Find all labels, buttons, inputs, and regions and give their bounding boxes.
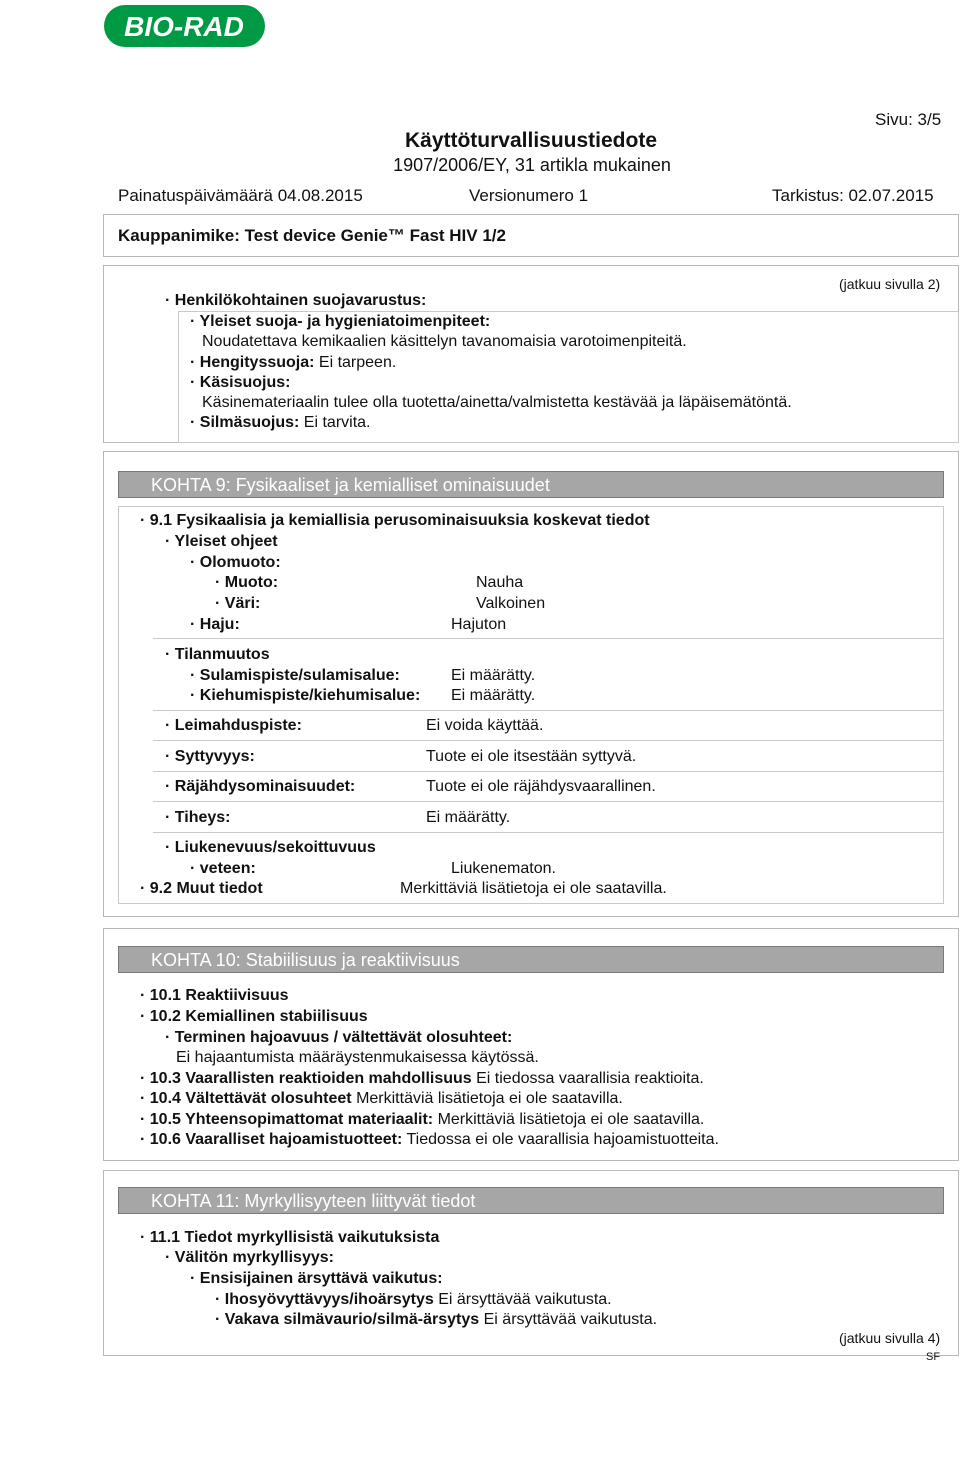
odour-value: Hajuton xyxy=(451,616,507,633)
thermal-text: Ei hajaantumista määräystenmukaisessa käytössä. xyxy=(176,1049,539,1066)
row-divider xyxy=(153,710,944,711)
continued-to-note: (jatkuu sivulla 4) xyxy=(839,1330,941,1346)
reactivity-label: · 10.1 Reaktiivisuus xyxy=(140,987,289,1004)
stability-label: · 10.2 Kemiallinen stabiilisuus xyxy=(140,1008,368,1025)
conditions-avoid-label: · 10.4 Vältettävät olosuhteet xyxy=(140,1090,352,1107)
hand-protection-label: · Käsisuojus: xyxy=(190,374,291,391)
continued-from-note: (jatkuu sivulla 2) xyxy=(839,276,941,292)
water-label: · veteen: xyxy=(190,860,256,877)
ppe-heading: · Henkilökohtainen suojavarustus: xyxy=(165,292,427,309)
appearance-label: · Olomuoto: xyxy=(190,554,281,571)
eye-protection-label: · Silmäsuojus: xyxy=(190,414,300,431)
s92-value: Merkittäviä lisätietoja ei ole saatavilla. xyxy=(400,880,667,897)
language-code: SF xyxy=(926,1351,941,1363)
decomposition-label: · 10.6 Vaaralliset hajoamistuotteet: xyxy=(140,1131,403,1148)
version-number: Versionumero 1 xyxy=(469,186,589,205)
colour-label: · Väri: xyxy=(215,595,261,612)
explosive-label: · Räjähdysominaisuudet: xyxy=(165,778,356,795)
row-divider xyxy=(153,771,944,772)
decomposition-row xyxy=(140,1131,719,1149)
state-change-label: · Tilanmuutos xyxy=(165,646,270,663)
conditions-avoid-value: Merkittäviä lisätietoja ei ole saatavilla. xyxy=(351,1090,623,1107)
melting-point-value: Ei määrätty. xyxy=(451,667,536,684)
eye-damage-label: · Vakava silmävaurio/silmä-ärsytys xyxy=(215,1311,480,1328)
eye-damage-value: Ei ärsyttävää vaikutusta. xyxy=(479,1311,658,1328)
breathing-row xyxy=(190,354,396,372)
eye-damage-row xyxy=(215,1311,657,1329)
row-divider xyxy=(153,832,944,833)
skin-row xyxy=(215,1291,612,1309)
product-name: Kauppanimike: Test device Genie™ Fast HIV 1/2 xyxy=(118,226,506,245)
flash-point-label: · Leimahduspiste: xyxy=(165,717,302,734)
document-title: Käyttöturvallisuustiedote xyxy=(404,129,658,152)
odour-label: · Haju: xyxy=(190,616,240,633)
incompatible-row xyxy=(140,1111,704,1129)
decomposition-value: Tiedossa ei ole vaarallisia hajoamistuotteita. xyxy=(402,1131,719,1148)
colour-value: Valkoinen xyxy=(476,595,546,612)
flammability-label: · Syttyvyys: xyxy=(165,748,255,765)
water-value: Liukenematon. xyxy=(451,860,556,877)
hazardous-reactions-value: Ei tiedossa vaarallisia reaktioita. xyxy=(471,1070,704,1087)
section-10-title: KOHTA 10: Stabiilisuus ja reaktiivisuus xyxy=(118,946,944,973)
breathing-value: Ei tarpeen. xyxy=(314,354,397,371)
toxicity-heading: · 11.1 Tiedot myrkyllisistä vaikutuksista xyxy=(140,1229,440,1246)
eye-protection-value: Ei tarvita. xyxy=(299,414,371,431)
bio-rad-logo xyxy=(103,4,266,48)
section-9-title: KOHTA 9: Fysikaaliset ja kemialliset ominaisuudet xyxy=(118,471,944,498)
solubility-label: · Liukenevuus/sekoittuvuus xyxy=(165,839,376,856)
row-divider xyxy=(153,740,944,741)
skin-label: · Ihosyövyttävyys/ihoärsytys xyxy=(215,1291,434,1308)
general-measures-text: Noudatettava kemikaalien käsittelyn tavanomaisia varotoimenpiteitä. xyxy=(202,333,687,350)
hazardous-reactions-row xyxy=(140,1070,704,1088)
revision-date: Tarkistus: 02.07.2015 xyxy=(772,186,934,205)
boiling-point-value: Ei määrätty. xyxy=(451,687,536,704)
general-measures-label: · Yleiset suoja- ja hygieniatoimenpiteet: xyxy=(190,313,491,330)
document-subtitle: 1907/2006/EY, 31 artikla mukainen xyxy=(393,155,671,175)
conditions-avoid-row xyxy=(140,1090,623,1108)
eye-row xyxy=(190,414,371,432)
print-date: Painatuspäivämäärä 04.08.2015 xyxy=(118,186,363,205)
form-value: Nauha xyxy=(476,574,524,591)
s91-heading: · 9.1 Fysikaalisia ja kemiallisia perusominaisuuksia koskevat tiedot xyxy=(140,512,650,529)
skin-value: Ei ärsyttävää vaikutusta. xyxy=(433,1291,612,1308)
acute-toxicity-label: · Välitön myrkyllisyys: xyxy=(165,1249,334,1266)
thermal-label: · Terminen hajoavuus / vältettävät olosuhteet: xyxy=(165,1029,513,1046)
form-label: · Muoto: xyxy=(215,574,279,591)
primary-irritant-label: · Ensisijainen ärsyttävä vaikutus: xyxy=(190,1270,443,1287)
flammability-value: Tuote ei ole itsestään syttyvä. xyxy=(426,748,637,765)
row-divider xyxy=(153,638,944,639)
general-info-label: · Yleiset ohjeet xyxy=(165,533,278,550)
boiling-point-label: · Kiehumispiste/kiehumisalue: xyxy=(190,687,421,704)
breathing-label: · Hengityssuoja: xyxy=(190,354,315,371)
incompatible-value: Merkittäviä lisätietoja ei ole saatavilla. xyxy=(433,1111,705,1128)
incompatible-label: · 10.5 Yhteensopimattomat materiaalit: xyxy=(140,1111,434,1128)
explosive-value: Tuote ei ole räjähdysvaarallinen. xyxy=(426,778,656,795)
density-value: Ei määrätty. xyxy=(426,809,511,826)
row-divider xyxy=(153,801,944,802)
logo-text: BIO-RAD xyxy=(124,11,244,42)
hazardous-reactions-label: · 10.3 Vaarallisten reaktioiden mahdollisuus xyxy=(140,1070,472,1087)
hand-protection-text: Käsinemateriaalin tulee olla tuotetta/ainetta/valmistetta kestävää ja läpäisemätöntä. xyxy=(202,394,792,411)
density-label: · Tiheys: xyxy=(165,809,231,826)
page-number: Sivu: 3/5 xyxy=(875,110,942,129)
melting-point-label: · Sulamispiste/sulamisalue: xyxy=(190,667,400,684)
section-11-title: KOHTA 11: Myrkyllisyyteen liittyvät tiedot xyxy=(118,1187,944,1214)
s92-label: · 9.2 Muut tiedot xyxy=(140,880,263,897)
flash-point-value: Ei voida käyttää. xyxy=(426,717,544,734)
